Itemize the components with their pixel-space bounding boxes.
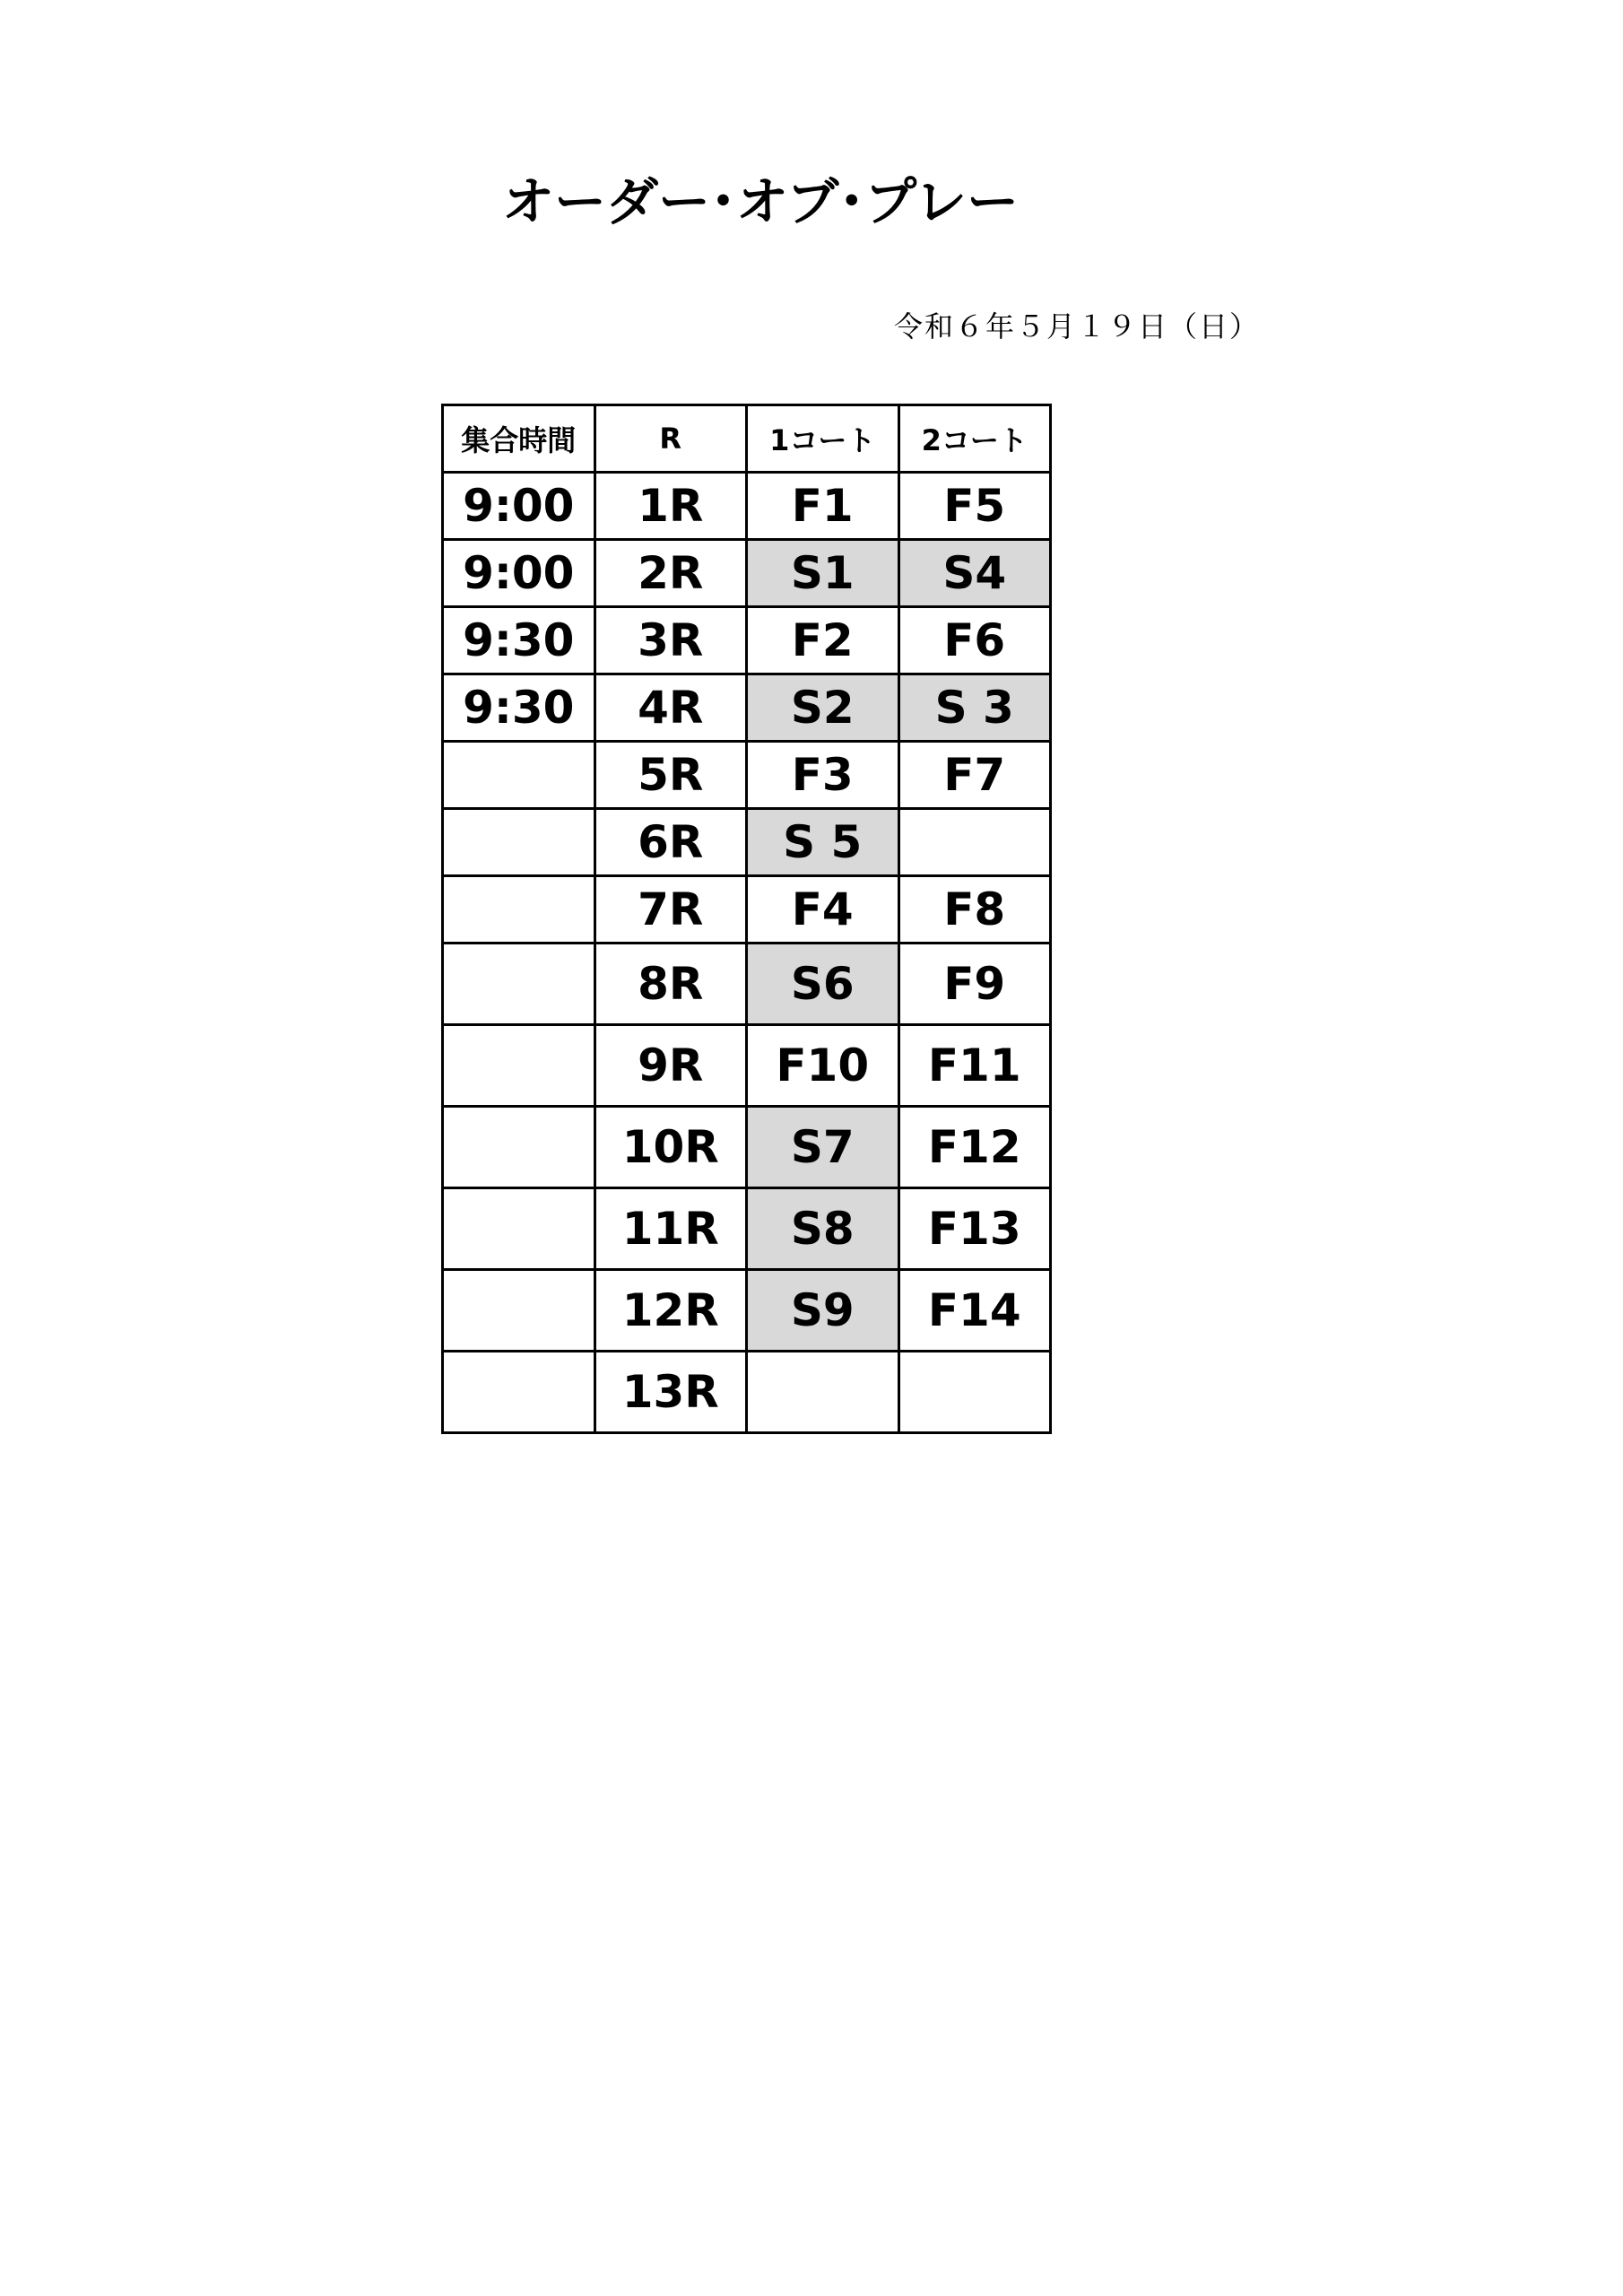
round-cell: 1R [595,473,747,540]
assembly-time-cell: 9:30 [443,607,595,674]
court-1-cell: F3 [747,742,899,809]
court-1-cell: S2 [747,674,899,742]
assembly-time-cell [443,1352,595,1433]
round-cell: 10R [595,1107,747,1188]
court-1-cell: F10 [747,1025,899,1107]
assembly-time-cell [443,1107,595,1188]
table-row [443,1107,1051,1188]
court-2-cell: F7 [898,742,1051,809]
assembly-time-cell [443,1188,595,1270]
table-row [443,607,1051,674]
court-1-cell: S7 [747,1107,899,1188]
table-row [443,944,1051,1025]
court-1-cell: F1 [747,473,899,540]
round-cell: 4R [595,674,747,742]
court-1-cell: S1 [747,540,899,607]
round-cell: 5R [595,742,747,809]
table-row [443,1270,1051,1352]
court-2-cell: F5 [898,473,1051,540]
court-2-cell [898,809,1051,876]
court-2-cell [898,1352,1051,1433]
court-2-cell: F13 [898,1188,1051,1270]
assembly-time-cell [443,876,595,944]
round-cell: 13R [595,1352,747,1433]
table-row [443,1352,1051,1433]
round-cell: 3R [595,607,747,674]
table-row [443,809,1051,876]
table-header-row [443,405,1051,473]
header-court-2: 2コート [898,405,1051,473]
assembly-time-cell [443,944,595,1025]
round-cell: 11R [595,1188,747,1270]
assembly-time-cell: 9:00 [443,473,595,540]
court-2-cell: F6 [898,607,1051,674]
order-of-play-table [441,404,1052,1434]
assembly-time-cell [443,742,595,809]
round-cell: 7R [595,876,747,944]
court-2-cell: F12 [898,1107,1051,1188]
court-2-cell: S4 [898,540,1051,607]
court-2-cell: F14 [898,1270,1051,1352]
court-2-cell: F9 [898,944,1051,1025]
assembly-time-cell [443,1025,595,1107]
header-court-1: 1コート [747,405,899,473]
court-1-cell: F2 [747,607,899,674]
table-row [443,540,1051,607]
table-row [443,1188,1051,1270]
round-cell: 6R [595,809,747,876]
header-assembly-time: 集合時間 [443,405,595,473]
header-round: R [595,405,747,473]
court-1-cell: S8 [747,1188,899,1270]
table-row [443,473,1051,540]
table-row [443,876,1051,944]
court-2-cell: F11 [898,1025,1051,1107]
round-cell: 12R [595,1270,747,1352]
page-title: オーダー･オブ･プレー [502,171,1019,232]
assembly-time-cell: 9:30 [443,674,595,742]
round-cell: 2R [595,540,747,607]
assembly-time-cell [443,1270,595,1352]
round-cell: 9R [595,1025,747,1107]
court-1-cell: S9 [747,1270,899,1352]
round-cell: 8R [595,944,747,1025]
document-date: 令和６年５月１９日（日） [893,309,1260,344]
table-row [443,742,1051,809]
court-2-cell: F8 [898,876,1051,944]
court-1-cell [747,1352,899,1433]
table-row [443,674,1051,742]
court-1-cell: S6 [747,944,899,1025]
assembly-time-cell [443,809,595,876]
table-row [443,1025,1051,1107]
court-1-cell: F4 [747,876,899,944]
court-2-cell: S 3 [898,674,1051,742]
court-1-cell: S 5 [747,809,899,876]
assembly-time-cell: 9:00 [443,540,595,607]
